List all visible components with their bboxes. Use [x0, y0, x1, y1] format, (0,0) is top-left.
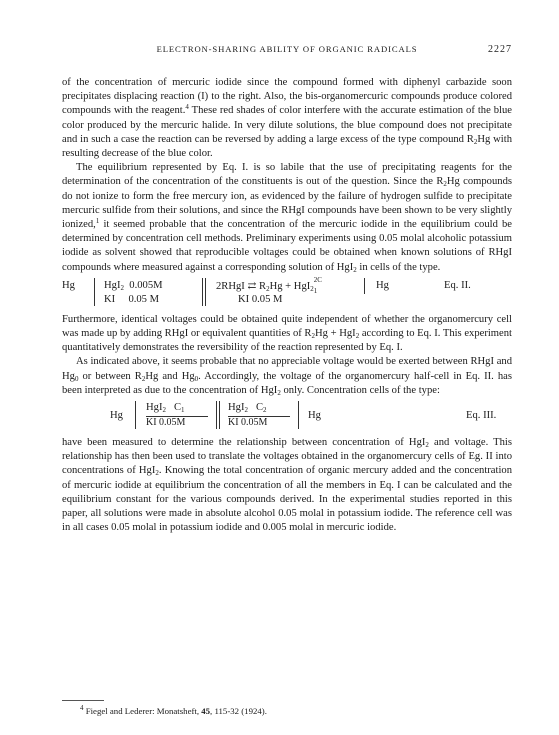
footnote: $^4$ Fiegel and Lederer: Monatsheft, 45, 115-32 (1924). — [62, 700, 512, 716]
paragraph-2: The equilibrium represented by Eq. I. is so labile that the use of precipitating reagents for the determination of the concentration of the constituents is out of the question. Since the $R_2Hg$ compounds do not ionize to form the free mercury ion, as evidenced by the failure of hydrogen sulfide to precipitate mercuric sulfide from their solutions, and since the RHgI compounds have been shown to be very slightly ionized,$^1$ it seemed probable that the concentration of the mercuric iodide in the equilibrium could be determined by concentration cell methods. Preliminary experiments using 0.05 molal alcoholic potassium iodide as solvent showed that reproducible voltages could be obtained when known solutions of RHgI compounds where measured against a corresponding solution of HgI$_2$ in cells of the type. — [62, 162, 512, 274]
footnote-ref: 1 — [95, 217, 100, 226]
body-text — [62, 76, 512, 535]
paragraph-3: Furthermore, identical voltages could be obtained quite independent of whether the organomercury cell was made up by adding RHgI or equivalent quantities of $R_2Hg + HgI_2$ according to Eq. I. This experiment quantitatively demonstrates the reversibility of the reaction represented by Eq. I. — [62, 313, 512, 354]
paragraph-1: of the concentration of mercuric iodide since the compound formed with diphenyl carbazide soon precipitates displacing reaction (I) to the right. Also, the bis-organomercuric compounds produce colored compounds with the reagent.$^4$ These red shades of color interfere with the accurate estimation of the blue color produced by the mercuric halide. In very dilute solutions, the blue compound does not precipitate and in such a case the reaction can be reversed by adding a large excess of the type compound $R_2Hg$ with resulting decrease of the blue color. — [62, 77, 512, 160]
page-number: 2227 — [488, 44, 512, 55]
equation-2: Hg HgI$_2$ 0.005M KI 0.05 M 2RHgI ⇄ $R_2Hg + HgI_{2 2C _1}$ KI 0.05 M Hg Eq. II. — [62, 275, 471, 305]
equation-label: Eq. III. — [466, 410, 497, 422]
running-header — [62, 44, 512, 58]
paragraph-5: have been measured to determine the relationship between concentration of HgI$_2$ and voltage. This relationship has then been used to translate the voltages obtained in the organomercury cells of Eg. II into concentrations of HgI$_2$. Knowing the total concentration of organic mercury added and the concentration of mercuric iodide at equilibrium the concentration of all the members in Eq. I can be calculated and the equilibrium constant for the various compounds derived. In the experimental studies reported in this paper, all solutions were made in absolute alcohol 0.05 molal in potassium iodide. The reference cell was in all cases 0.05 molal in potassium iodide and 0.005 molal in mercuric iodide. — [62, 437, 512, 534]
equation-label: Eq. II. — [444, 279, 471, 291]
equation-3: Hg HgI$_2$ $C_1$ KI 0.05M HgI$_2$ $C_2$ KI 0.05M Hg Eq. III. — [110, 402, 497, 429]
paragraph-4: As indicated above, it seems probable that no appreciable voltage would be exerted between RHgI and $Hg_0$ or between $R_2Hg$ and $Hg_0$. Accordingly, the voltage of the organomercury half-cell in Eq. II. has been interpreted as due to the concentration of HgI$_2$ only. Concentration cells of the type: — [62, 356, 512, 397]
footnote-rule — [62, 700, 104, 701]
running-title: ELECTRON-SHARING ABILITY OF ORGANIC RADICALS — [156, 44, 418, 54]
footnote-ref: 4 — [185, 103, 189, 112]
